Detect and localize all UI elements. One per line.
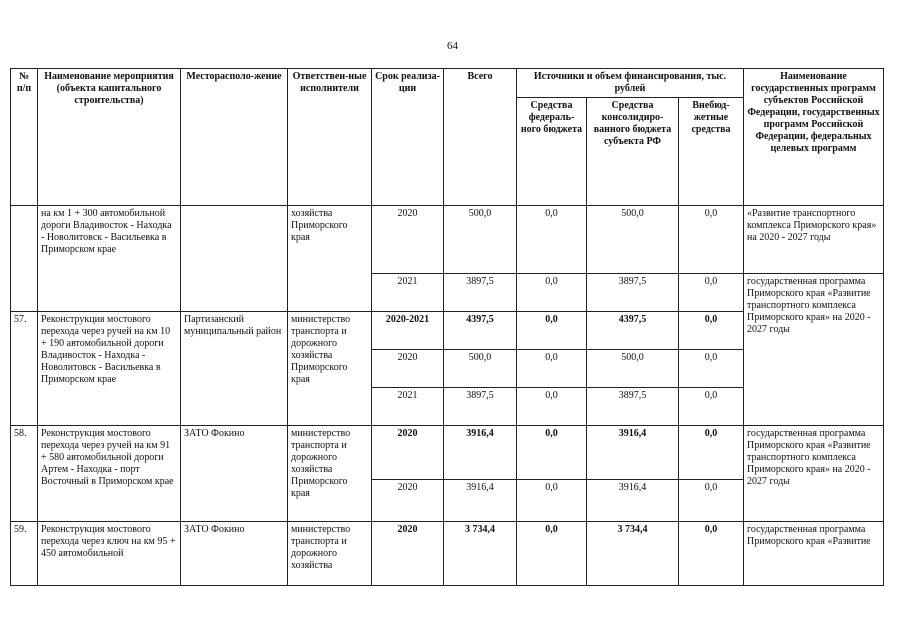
consolidated-cell: 500,0 (587, 350, 679, 388)
federal-cell: 0,0 (517, 388, 587, 426)
federal-cell: 0,0 (517, 312, 587, 350)
object-responsible: министерство транспорта и дорожного хозяйства Приморского края (288, 312, 372, 426)
header-federal: Средства федераль-ного бюджета (517, 98, 587, 206)
row-number: 58. (11, 426, 38, 522)
object-responsible: министерство транспорта и дорожного хозяйства (288, 522, 372, 586)
extra-cell: 0,0 (679, 388, 744, 426)
object-responsible: министерство транспорта и дорожного хозяйства Приморского края (288, 426, 372, 522)
consolidated-cell: 3916,4 (587, 480, 679, 522)
object-responsible: хозяйства Приморского края (288, 206, 372, 312)
page-number: 64 (447, 40, 458, 52)
total-cell: 4397,5 (444, 312, 517, 350)
table-row (11, 426, 884, 480)
object-location: Партизанский муниципальный район (181, 312, 288, 426)
header-name: Наименование мероприятия (объекта капитального строительства) (38, 69, 181, 206)
program-cell: государственная программа Приморского края «Развитие транспортного комплекса Приморского края» на 2020 - 2027 годы (744, 426, 884, 522)
object-name: на км 1 + 300 автомобильной дороги Владивосток - Находка - Новолитовск - Васильевка в Приморском крае (38, 206, 181, 312)
period-cell: 2020 (372, 522, 444, 586)
total-cell: 3916,4 (444, 480, 517, 522)
consolidated-cell: 500,0 (587, 206, 679, 274)
header-num: № п/п (11, 69, 38, 206)
object-location (181, 206, 288, 312)
object-name: Реконструкция мостового перехода через ручей на км 10 + 190 автомобильной дороги Владивосток - Находка - Новолитовск - Васильевка в Приморском крае (38, 312, 181, 426)
program-cell: «Развитие транспортного комплекса Приморского края» на 2020 - 2027 годы (744, 206, 884, 274)
consolidated-cell: 4397,5 (587, 312, 679, 350)
object-name: Реконструкция мостового перехода через ключ на км 95 + 450 автомобильной (38, 522, 181, 586)
header-consolidated: Средства консолидиро-ванного бюджета субъекта РФ (587, 98, 679, 206)
table-row (11, 522, 884, 586)
header-programs: Наименование государственных программ субъектов Российской Федерации, государственных программ Российской Федерации, федеральных целевых программ (744, 69, 884, 206)
total-cell: 3897,5 (444, 388, 517, 426)
extra-cell: 0,0 (679, 312, 744, 350)
extra-cell: 0,0 (679, 350, 744, 388)
table-row (11, 206, 884, 274)
header-sources: Источники и объем финансирования, тыс. рублей (517, 69, 744, 98)
period-cell: 2020 (372, 206, 444, 274)
period-cell: 2021 (372, 388, 444, 426)
period-cell: 2020 (372, 350, 444, 388)
federal-cell: 0,0 (517, 522, 587, 586)
total-cell: 3897,5 (444, 274, 517, 312)
extra-cell: 0,0 (679, 426, 744, 480)
consolidated-cell: 3897,5 (587, 274, 679, 312)
program-cell: государственная программа Приморского края «Развитие (744, 522, 884, 586)
program-cell: государственная программа Приморского края «Развитие транспортного комплекса Приморского края» на 2020 - 2027 годы (744, 274, 884, 426)
extra-cell: 0,0 (679, 206, 744, 274)
federal-cell: 0,0 (517, 480, 587, 522)
header-period: Срок реализа-ции (372, 69, 444, 206)
period-cell: 2020 (372, 480, 444, 522)
period-cell: 2021 (372, 274, 444, 312)
financing-table (10, 68, 884, 586)
extra-cell: 0,0 (679, 274, 744, 312)
object-name: Реконструкция мостового перехода через ручей на км 91 + 580 автомобильной дороги Артем - Находка - порт Восточный в Приморском крае (38, 426, 181, 522)
row-number: 57. (11, 312, 38, 426)
total-cell: 3916,4 (444, 426, 517, 480)
extra-cell: 0,0 (679, 522, 744, 586)
header-total: Всего (444, 69, 517, 206)
consolidated-cell: 3897,5 (587, 388, 679, 426)
period-cell: 2020-2021 (372, 312, 444, 350)
federal-cell: 0,0 (517, 350, 587, 388)
federal-cell: 0,0 (517, 206, 587, 274)
total-cell: 3 734,4 (444, 522, 517, 586)
consolidated-cell: 3916,4 (587, 426, 679, 480)
period-cell: 2020 (372, 426, 444, 480)
header-responsible: Ответствен-ные исполнители (288, 69, 372, 206)
federal-cell: 0,0 (517, 426, 587, 480)
consolidated-cell: 3 734,4 (587, 522, 679, 586)
total-cell: 500,0 (444, 350, 517, 388)
extra-cell: 0,0 (679, 480, 744, 522)
header-location: Месторасполо-жение (181, 69, 288, 206)
row-number: 59. (11, 522, 38, 586)
total-cell: 500,0 (444, 206, 517, 274)
object-location: ЗАТО Фокино (181, 522, 288, 586)
object-location: ЗАТО Фокино (181, 426, 288, 522)
federal-cell: 0,0 (517, 274, 587, 312)
header-extra: Внебюд-жетные средства (679, 98, 744, 206)
